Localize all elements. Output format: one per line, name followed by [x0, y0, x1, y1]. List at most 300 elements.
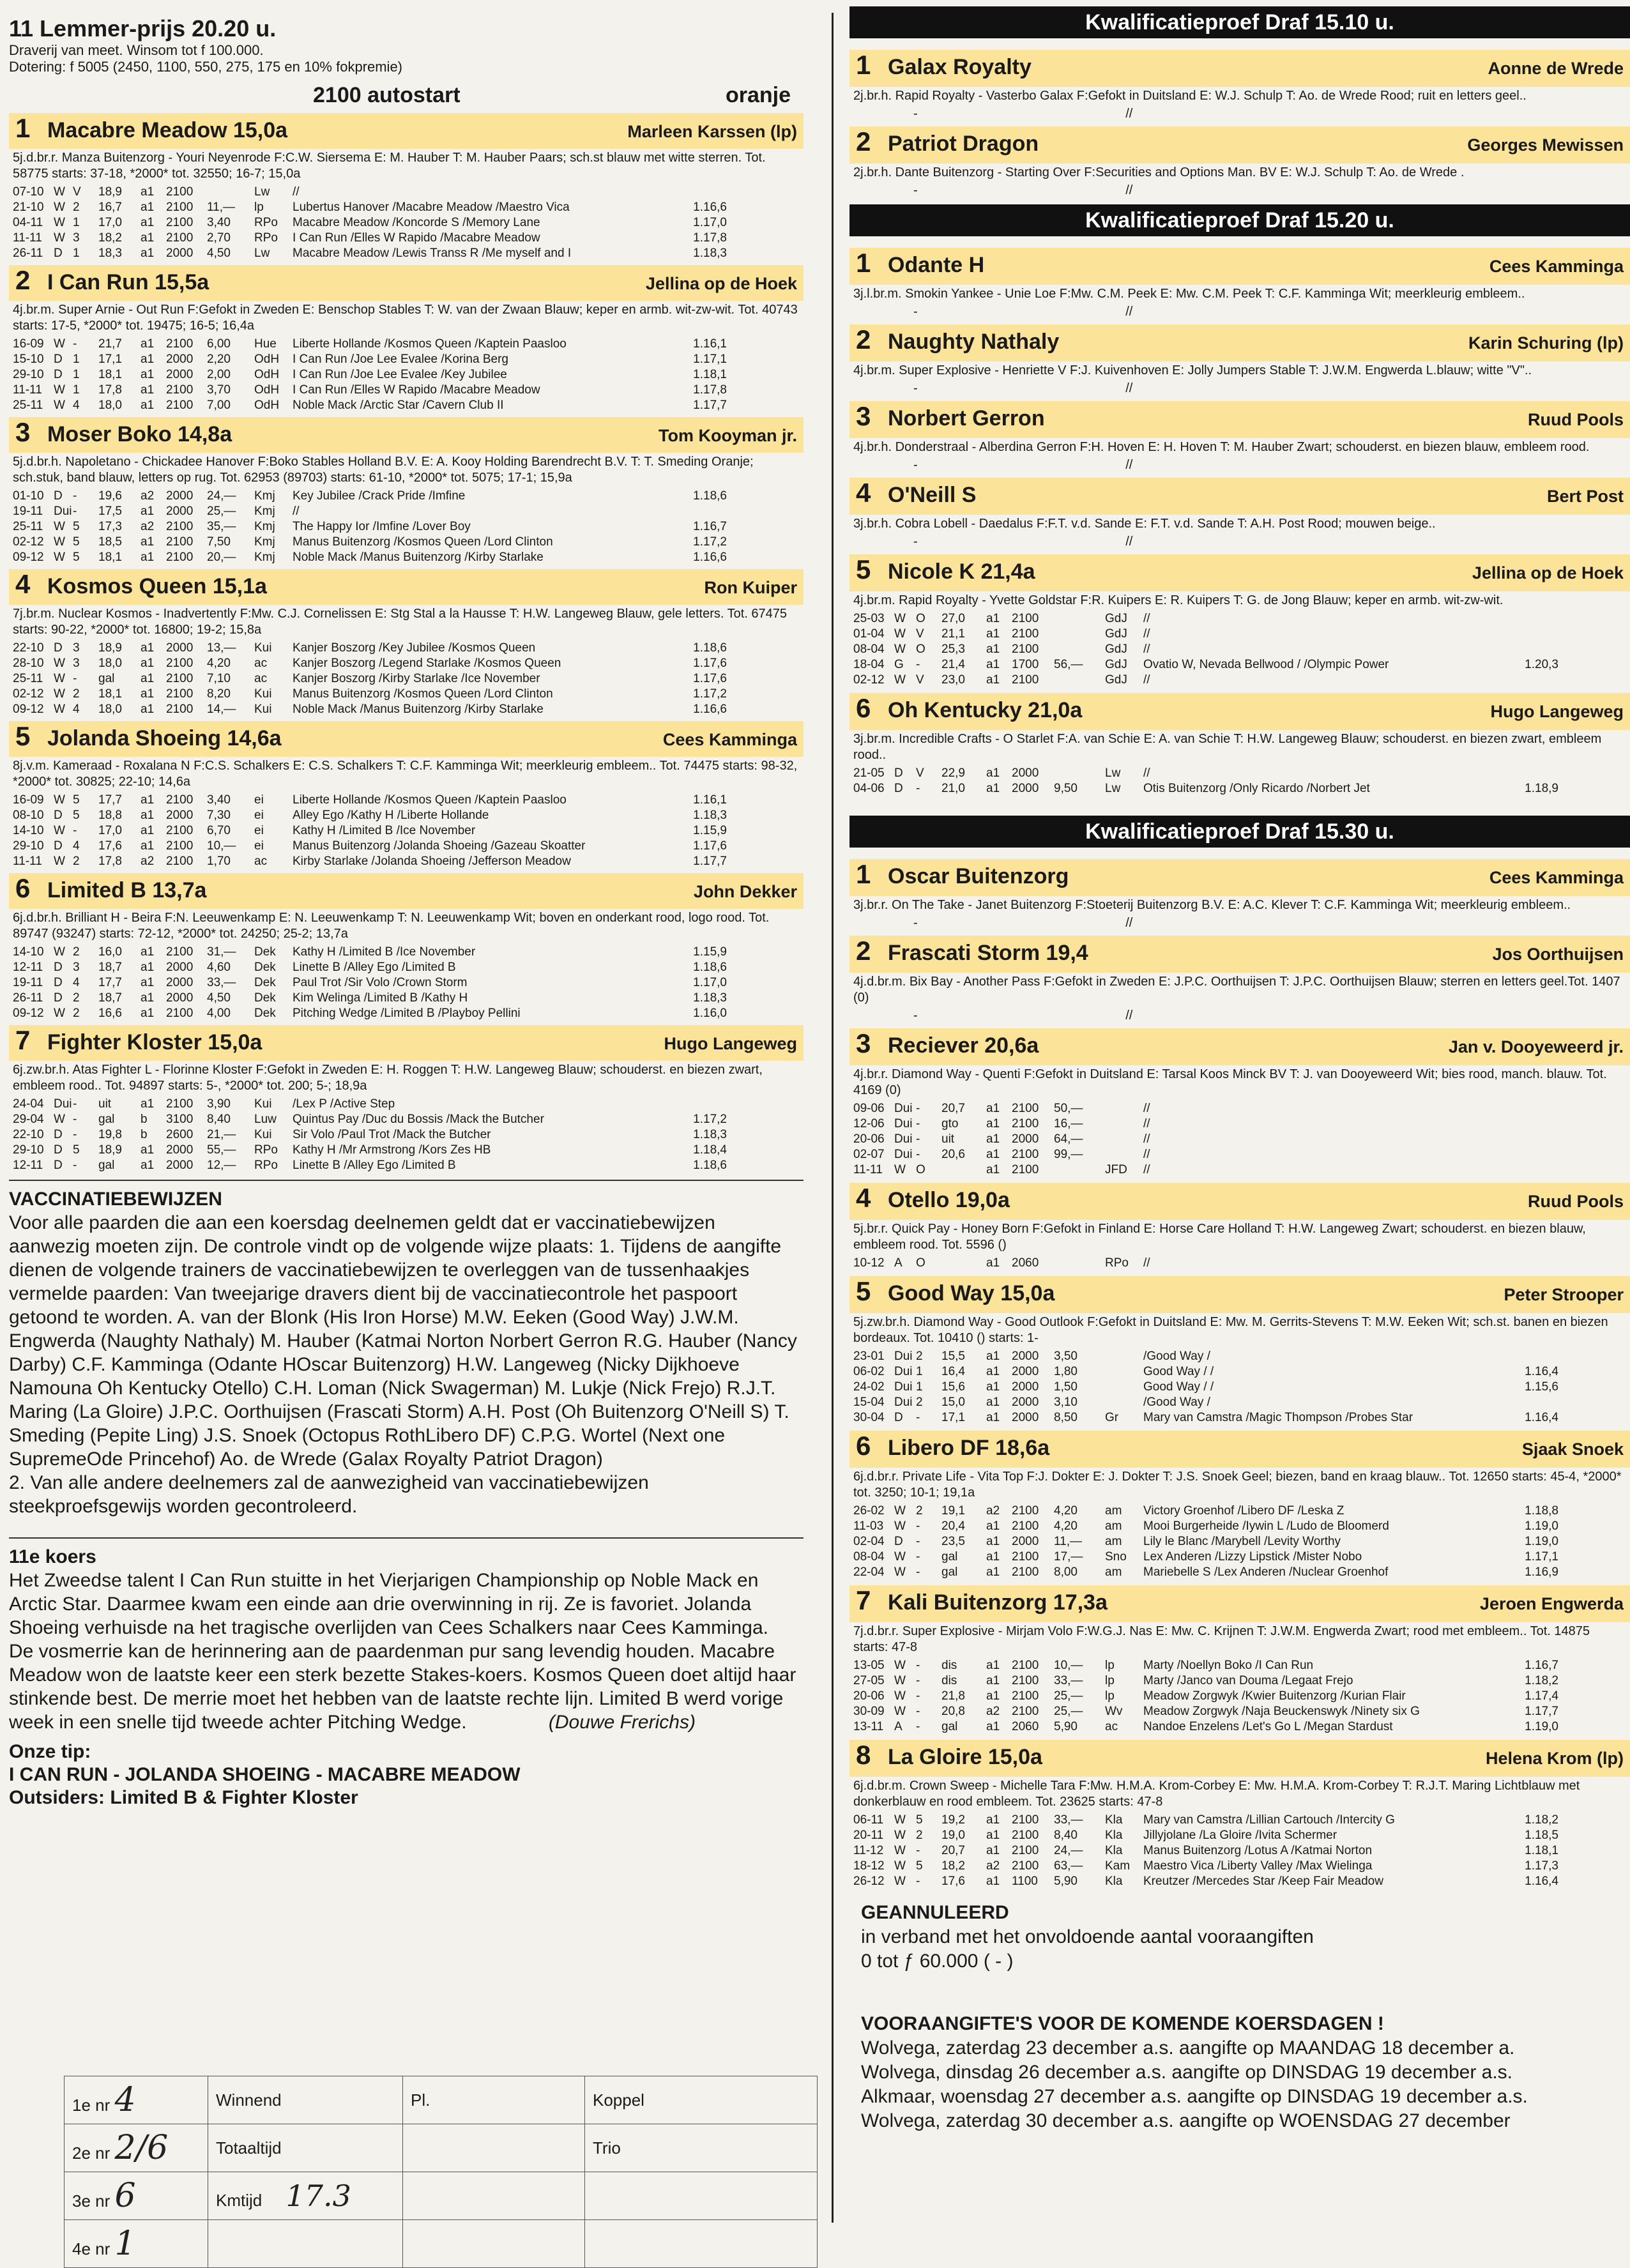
horse-description: 3j.br.h. Cobra Lobell - Daedalus F:F.T. v.d. Sande E: F.T. v.d. Sande T: A.H. Post Rood; mouwen beige.. [853, 517, 1436, 531]
performance-cell: 08-04 [853, 643, 885, 656]
performance-cell: 2100 [1012, 1659, 1039, 1672]
performance-cell: - [916, 1674, 920, 1687]
performance-cell: am [1105, 1565, 1122, 1579]
horse-entry [849, 126, 1630, 198]
performance-cell: W [54, 399, 65, 412]
performance-cell: 1.16,1 [693, 793, 727, 807]
performance-cell: 14-10 [13, 945, 44, 959]
performance-table [849, 1658, 1630, 1735]
performance-cell: 18-04 [853, 658, 885, 671]
performance-cell: 3,10 [1054, 1396, 1078, 1409]
performance-table [849, 611, 1630, 688]
performance-cell: 3 [73, 657, 80, 670]
performance-cell: 1.18,5 [1525, 1829, 1558, 1842]
horse-name: Fighter Kloster 15,0a [47, 1030, 263, 1054]
performance-row [13, 793, 800, 808]
horse-driver: Jan v. Dooyeweerd jr. [1448, 1037, 1624, 1056]
performance-row [853, 1673, 1626, 1689]
performance-cell [941, 1162, 986, 1178]
performance-cell: Noble Mack /Arctic Star /Cavern Club II [293, 399, 504, 412]
performance-cell: 15,0 [941, 1396, 965, 1409]
horse-driver: Ruud Pools [1528, 410, 1624, 429]
performance-cell: W [894, 1813, 906, 1827]
performance-cell: - [916, 658, 920, 671]
performance-cell: 64,— [1054, 1132, 1083, 1146]
performance-cell: W [54, 793, 65, 807]
performance-cell: 2100 [166, 520, 194, 533]
performance-row [853, 781, 1626, 796]
performance-cell: 2100 [1012, 1813, 1039, 1827]
performance-cell: 10,— [1054, 1659, 1083, 1672]
performance-cell: I Can Run /Joe Lee Evalee /Korina Berg [293, 353, 508, 366]
horse-name: Macabre Meadow 15,0a [47, 118, 288, 142]
performance-cell [1105, 1364, 1143, 1380]
performance-row [853, 611, 1626, 627]
performance-cell: 1.17,2 [693, 687, 727, 701]
horse-description: 5j.d.br.h. Napoletano - Chickadee Hanover F:Boko Stables Holland B.V. E: A. Kooy Holding Barendrecht B.V. T: T. Smeding Oranje; sch.stuk, band blauw, letters op rug. Tot. 62953 (89703) starts: 61-10, *2000* tot. 5075; 17-1; 15,9a [13, 455, 754, 485]
performance-cell [1054, 642, 1105, 657]
performance-cell: 18,9 [98, 185, 122, 199]
performance-cell: Mooi Burgerheide /Iywin L /Ludo de Bloomerd [1143, 1519, 1389, 1533]
performance-cell: 2000 [1012, 1396, 1039, 1409]
tip-picks: I CAN RUN - JOLANDA SHOEING - MACABRE MEADOW [9, 1764, 521, 1785]
qualification-header: Kwalificatieproef Draf 15.30 u. [849, 816, 1630, 848]
performance-cell: 21,0 [941, 782, 965, 795]
performance-cell: lp [254, 201, 264, 214]
performance-cell: W [54, 383, 65, 397]
results-row [65, 2172, 818, 2220]
upcoming-line: Wolvega, zaterdag 23 december a.s. aangifte op MAANDAG 18 december a. [861, 2037, 1515, 2059]
performance-cell: W [894, 673, 906, 687]
cancelled-line-1: in verband met het onvoldoende aantal vooraangiften [861, 1926, 1314, 1947]
performance-cell [1501, 1101, 1558, 1116]
performance-cell: Luw [254, 1113, 277, 1126]
performance-cell: 1.15,9 [693, 824, 727, 837]
performance-cell: a1 [986, 782, 1000, 795]
performance-cell: GdJ [1105, 612, 1127, 625]
performance-cell: W [894, 1659, 906, 1672]
performance-cell: 1.16,4 [1525, 1411, 1558, 1424]
performance-cell: 33,— [1054, 1813, 1083, 1827]
performance-cell: 5 [916, 1859, 923, 1873]
horse-driver: Georges Mewissen [1467, 135, 1624, 155]
performance-cell: a1 [141, 551, 155, 564]
performance-cell: 13-05 [853, 1659, 885, 1672]
performance-cell [1501, 1256, 1558, 1271]
performance-row [13, 641, 800, 656]
performance-cell: // [1143, 673, 1150, 687]
performance-cell: 1.17,7 [693, 399, 727, 412]
performance-cell: RPo [254, 1159, 278, 1172]
performance-cell: a1 [986, 1117, 1000, 1130]
performance-cell: a1 [986, 1163, 1000, 1176]
performance-cell: 2100 [166, 216, 194, 229]
performance-cell: 17,— [1054, 1550, 1083, 1564]
performance-cell: O [916, 643, 925, 656]
performance-cell: - [916, 1117, 920, 1130]
performance-cell: Liberte Hollande /Kosmos Queen /Kaptein Paasloo [293, 337, 567, 351]
performance-cell: Lw [254, 247, 270, 260]
performance-cell: 35,— [207, 520, 236, 533]
performance-cell: // [1143, 643, 1150, 656]
horse-description: 3j.br.r. On The Take - Janet Buitenzorg F:Stoeterij Buitenzorg B.V. E: A.C. Klever T: C.F. Kamminga Wit; meerkleurig embleem.. [853, 898, 1571, 912]
upcoming-line: Alkmaar, woensdag 27 december a.s. aangifte op DINSDAG 19 december a.s. [861, 2086, 1528, 2107]
performance-cell: 12,— [207, 1159, 236, 1172]
horse-number: 1 [856, 248, 871, 278]
performance-cell: ei [254, 824, 264, 837]
performance-cell: a1 [986, 1813, 1000, 1827]
horse-name: O'Neill S [888, 483, 977, 507]
horse-entry [849, 50, 1630, 121]
performance-cell: 1.16,7 [1525, 1659, 1558, 1672]
performance-cell: 1.18,8 [1525, 1504, 1558, 1518]
performance-cell: 2000 [166, 505, 194, 518]
empty-form-line: - // [913, 1008, 1133, 1023]
performance-cell: D [894, 1411, 903, 1424]
performance-cell: 14,— [207, 703, 236, 716]
performance-cell: a2 [141, 855, 155, 868]
performance-cell: 7,30 [207, 809, 231, 822]
performance-cell: 5 [73, 809, 80, 822]
performance-cell [1054, 1256, 1105, 1271]
performance-cell: - [916, 1689, 920, 1703]
performance-cell: 1.18,9 [1525, 782, 1558, 795]
horse-description: 4j.br.r. Diamond Way - Quenti F:Gefokt in Duitsland E: Tarsal Koos Minck BV T: J. van Dooyeweerd Wit; bies rood, manch. blauw. Tot. 4169 (0) [853, 1067, 1607, 1097]
cancelled-notice [849, 1894, 1630, 1980]
performance-cell: 1,80 [1054, 1365, 1078, 1378]
performance-cell [1501, 766, 1558, 781]
performance-cell: 2100 [166, 945, 194, 959]
performance-cell: ac [254, 672, 268, 685]
performance-cell: 2100 [1012, 1117, 1039, 1130]
performance-cell: a1 [141, 505, 155, 518]
performance-cell: Lubertus Hanover /Macabre Meadow /Maestro Vica [293, 201, 570, 214]
performance-cell: ac [254, 855, 268, 868]
performance-row [853, 1349, 1626, 1364]
results-row [65, 2220, 818, 2268]
performance-cell: W [894, 1674, 906, 1687]
horse-driver: Helena Krom (lp) [1485, 1749, 1624, 1768]
performance-cell: a1 [141, 201, 155, 214]
performance-cell: 25,— [1054, 1689, 1083, 1703]
performance-cell: 07-10 [13, 185, 44, 199]
performance-cell: 21,8 [941, 1689, 965, 1703]
right-column [849, 0, 1630, 2140]
performance-table [9, 641, 804, 717]
horse-description: 2j.br.h. Dante Buitenzorg - Starting Over F:Securities and Options Man. BV E: W.J. Schulp T: Ao. de Wrede . [853, 165, 1465, 179]
performance-cell: 02-12 [13, 687, 44, 701]
horse-header [849, 554, 1630, 591]
performance-cell [1501, 1162, 1558, 1178]
performance-table [9, 945, 804, 1021]
performance-cell: OdH [254, 399, 280, 412]
horse-description: 4j.br.m. Super Arnie - Out Run F:Gefokt in Zweden E: Benschop Stables T: W. van der Zwaan Blauw; keper en armb. wit-zw-wit. Tot. 40743 starts: 17-5, *2000* tot. 19475; 16-5; 16,4a [13, 303, 798, 333]
performance-cell: 18,8 [98, 809, 122, 822]
performance-cell: gal [941, 1550, 958, 1564]
performance-cell: 2000 [166, 1159, 194, 1172]
performance-cell: 18,0 [98, 703, 122, 716]
performance-cell: 20,— [207, 551, 236, 564]
horse-number: 7 [15, 1025, 31, 1055]
performance-cell [1501, 1349, 1558, 1364]
performance-cell: 2100 [166, 231, 194, 245]
horse-description: 7j.br.m. Nuclear Kosmos - Inadvertently F:Mw. C.J. Cornelissen E: Stg Stal a la Hausse T: H.W. Langeweg Blauw, gele letters. Tot. 67475 starts: 90-22, *2000* tot. 16800; 19-2; 15,8a [13, 607, 788, 637]
performance-cell: a1 [141, 839, 155, 853]
performance-cell: 1.18,2 [1525, 1813, 1558, 1827]
horse-number: 6 [15, 873, 31, 903]
performance-cell: 5,90 [1054, 1720, 1078, 1733]
performance-cell: a1 [986, 1102, 1000, 1115]
performance-cell: 16-09 [13, 793, 44, 807]
performance-cell: 1.17,3 [1525, 1859, 1558, 1873]
performance-cell: D [54, 961, 63, 974]
performance-cell: gal [941, 1565, 958, 1579]
performance-cell: 1.17,0 [693, 216, 727, 229]
performance-cell: 2100 [166, 687, 194, 701]
performance-cell: b [141, 1128, 148, 1141]
horse-name: Nicole K 21,4a [888, 559, 1035, 584]
performance-cell: 29-04 [13, 1113, 44, 1126]
performance-cell: a1 [986, 1550, 1000, 1564]
performance-cell: Meadow Zorgwyk /Kwier Buitenzorg /Kurian Flair [1143, 1689, 1406, 1703]
performance-table [9, 185, 804, 261]
empty-form-line: - // [913, 458, 1133, 472]
performance-cell: // [1143, 766, 1150, 780]
performance-cell: 16-09 [13, 337, 44, 351]
performance-cell: 1 [73, 368, 80, 381]
results-row [65, 2124, 818, 2172]
horse-driver: Hugo Langeweg [664, 1034, 797, 1053]
performance-cell: Lw [254, 185, 270, 199]
horse-entry [9, 569, 804, 717]
horse-number: 3 [856, 1028, 871, 1058]
performance-cell: W [894, 1829, 906, 1842]
performance-cell: 08-04 [853, 1550, 885, 1564]
performance-cell: I Can Run /Joe Lee Evalee /Key Jubilee [293, 368, 507, 381]
performance-cell: 1.17,0 [693, 976, 727, 989]
horse-header [849, 1183, 1630, 1220]
performance-cell: Kui [254, 1128, 272, 1141]
performance-cell: a1 [141, 399, 155, 412]
performance-cell: Kla [1105, 1875, 1123, 1888]
performance-cell: Dui [894, 1350, 913, 1363]
performance-cell: 2 [916, 1350, 923, 1363]
performance-cell: 15,6 [941, 1380, 965, 1394]
horse-driver: Ruud Pools [1528, 1192, 1624, 1211]
performance-cell [1105, 1147, 1143, 1162]
performance-cell: 1.17,2 [693, 1113, 727, 1126]
performance-cell: a1 [141, 353, 155, 366]
horse-description: 3j.l.br.m. Smokin Yankee - Unie Loe F:Mw. C.M. Peek E: Mw. C.M. Peek T: C.F. Kamminga Wit; meerkleurig embleem.. [853, 287, 1525, 301]
performance-cell: Kmj [254, 551, 275, 564]
start-row [0, 75, 816, 113]
performance-cell: 18,7 [98, 961, 122, 974]
performance-cell: Kui [254, 703, 272, 716]
performance-row [853, 1162, 1626, 1178]
performance-row [853, 1101, 1626, 1116]
performance-table [849, 1256, 1630, 1271]
performance-row [13, 550, 800, 565]
performance-table [9, 337, 804, 413]
totaaltijd-label: Totaaltijd [208, 2124, 403, 2172]
performance-row [13, 1127, 800, 1143]
performance-cell: // [1143, 1256, 1150, 1270]
performance-cell: 2,20 [207, 353, 231, 366]
performance-cell: W [54, 945, 65, 959]
performance-cell: 22,9 [941, 766, 965, 780]
performance-cell: 22-10 [13, 641, 44, 655]
performance-cell: // [1143, 1163, 1150, 1176]
performance-cell: a1 [986, 627, 1000, 641]
performance-cell: 18,0 [98, 657, 122, 670]
horse-header [9, 721, 804, 757]
performance-cell: 2100 [1012, 1102, 1039, 1115]
horse-number: 1 [856, 859, 871, 889]
performance-cell: OdH [254, 368, 280, 381]
performance-cell: a1 [141, 1159, 155, 1172]
performance-cell: 3,70 [207, 383, 231, 397]
performance-cell: 63,— [1054, 1859, 1083, 1873]
performance-cell: 2100 [1012, 1550, 1039, 1564]
performance-cell: 4,20 [1054, 1504, 1078, 1518]
performance-cell: 5,90 [1054, 1875, 1078, 1888]
performance-cell: Sno [1105, 1550, 1127, 1564]
horse-name: Moser Boko 14,8a [47, 422, 232, 446]
upcoming-line: Wolvega, dinsdag 26 december a.s. aangifte op DINSDAG 19 december a.s. [861, 2062, 1513, 2083]
performance-cell: W [894, 1550, 906, 1564]
results-row [65, 2076, 818, 2124]
performance-cell: - [73, 489, 77, 503]
performance-cell: 18,7 [98, 991, 122, 1005]
performance-cell: A [894, 1720, 903, 1733]
performance-cell: W [894, 1519, 906, 1533]
performance-cell: 1.17,1 [693, 353, 727, 366]
horse-driver: John Dekker [693, 882, 797, 901]
performance-cell: OdH [254, 353, 280, 366]
performance-cell: 17,5 [98, 505, 122, 518]
performance-row [13, 1097, 800, 1112]
performance-cell: a1 [141, 945, 155, 959]
performance-cell: 1.18,6 [693, 641, 727, 655]
performance-row [853, 1380, 1626, 1395]
performance-cell: // [1143, 1102, 1150, 1115]
performance-cell: 2100 [1012, 612, 1039, 625]
race-colour: oranje [725, 83, 791, 107]
performance-row [13, 519, 800, 535]
performance-table [849, 1813, 1630, 1889]
performance-cell: 24,— [207, 489, 236, 503]
horse-description: 8j.v.m. Kameraad - Roxalana N F:C.S. Schalkers E: C.S. Schalkers T: C.F. Kamminga Wit; meerkleurig embleem.. Tot. 74475 starts: 98-32, *2000* tot. 30825; 22-10; 14,6a [13, 759, 798, 789]
performance-cell: D [894, 766, 903, 780]
horse-entry [849, 554, 1630, 688]
horse-description: 6j.d.br.h. Brilliant H - Beira F:N. Leeuwenkamp E: N. Leeuwenkamp T: N. Leeuwenkamp Wit; boven en onderkant rood, logo rood. Tot. 89747 (93247) starts: 72-12, *2000* tot. 24250; 25-2; 13,7a [13, 911, 770, 941]
performance-cell: a2 [986, 1705, 1000, 1718]
performance-cell: a2 [141, 489, 155, 503]
performance-cell: 1 [73, 247, 80, 260]
performance-cell: 17,8 [98, 855, 122, 868]
performance-cell: 1.17,6 [693, 672, 727, 685]
performance-cell: 1.18,6 [693, 961, 727, 974]
performance-cell: Dek [254, 945, 276, 959]
performance-cell: Lily le Blanc /Marybell /Levity Worthy [1143, 1535, 1341, 1548]
performance-cell: Noble Mack /Manus Buitenzorg /Kirby Starlake [293, 703, 544, 716]
performance-cell: a1 [986, 1659, 1000, 1672]
horse-driver: Tom Kooyman jr. [658, 426, 797, 445]
performance-cell: a1 [986, 1350, 1000, 1363]
performance-cell: 11,— [1054, 1535, 1083, 1548]
performance-row [13, 337, 800, 352]
performance-cell: 29-10 [13, 1143, 44, 1157]
performance-cell: W [54, 520, 65, 533]
vaccination-body: Voor alle paarden die aan een koersdag deelnemen geldt dat er vaccinatiebewijzen aanwezig moeten zijn. De controle vindt op de volgende wijze plaats: 1. Tijdens de aangifte dienen de volgende trainers de vaccinatiebewijzen te overleggen van de tussenhaakjes vermelde paarden: Van tweejarige dravers dient bij de vaccinatiecontrole het paspoort getoond te worden. A. van der Blonk (His Iron Horse) M.W. Eeken (Good Way) J.W.M. Engwerda (Naughty Nathaly) M. Hauber (Katmai Norton Norbert Gerron R.G. Hauber (Nancy Darby) C.F. Kamminga (Odante HOscar Buitenzorg) H.W. Langeweg (Nicky Dijkhoeve Namouna Oh Kentucky Otello) C.H. Loman (Nick Swagerman) M. Lukje (Nick Frejo) R.J.T. Maring (La Gloire) J.P.C. Oorthuijsen (Frascati Storm) A.H. Post (Oh Buitenzorg O'Neill S) T. Smeding (Pepite Ling) J.S. Snoek (Octopus RothLibero DF) C.P.G. Wortel (Next one SupremeOde Princehof) Ao. de Wrede (Galax Royalty Patriot Dragon) [9, 1212, 797, 1470]
qualification-header: Kwalificatieproef Draf 15.10 u. [849, 6, 1630, 38]
performance-cell: Kathy H /Limited B /Ice November [293, 945, 476, 959]
performance-table [9, 1097, 804, 1173]
performance-cell: W [894, 1689, 906, 1703]
performance-row [13, 960, 800, 975]
performance-cell: 2060 [1012, 1256, 1039, 1270]
performance-cell: 30-04 [853, 1411, 885, 1424]
horse-number: 5 [856, 554, 871, 584]
horse-entry [849, 324, 1630, 396]
performance-cell: /Lex P /Active Step [293, 1097, 395, 1111]
performance-cell: RPo [254, 216, 278, 229]
horse-header [849, 1276, 1630, 1313]
performance-cell: a1 [141, 535, 155, 549]
performance-cell [1501, 673, 1558, 688]
performance-cell: W [54, 1113, 65, 1126]
performance-cell: 2100 [166, 657, 194, 670]
performance-cell: a1 [141, 793, 155, 807]
performance-cell: 3,90 [207, 1097, 231, 1111]
performance-cell: 04-11 [13, 216, 43, 229]
performance-cell: 9,50 [1054, 782, 1078, 795]
performance-cell: 25-11 [13, 672, 43, 685]
horse-name: Reciever 20,6a [888, 1033, 1039, 1058]
horse-driver: Marleen Karssen (lp) [627, 122, 797, 141]
performance-cell: 18,2 [98, 231, 122, 245]
performance-cell: 18,9 [98, 641, 122, 655]
performance-cell: 16,7 [98, 201, 122, 214]
performance-cell: Gr [1105, 1411, 1119, 1424]
performance-cell: 4,00 [207, 1007, 231, 1020]
performance-cell: Kathy H /Limited B /Ice November [293, 824, 476, 837]
performance-cell: a1 [986, 1875, 1000, 1888]
performance-cell: 1.15,9 [693, 945, 727, 959]
performance-cell: 2 [916, 1504, 923, 1518]
performance-row [13, 839, 800, 854]
performance-cell: 16,— [1054, 1117, 1083, 1130]
performance-cell: 14-10 [13, 824, 44, 837]
performance-cell: 2100 [166, 185, 194, 199]
performance-cell: 26-02 [853, 1504, 885, 1518]
performance-cell: 21,1 [941, 627, 965, 641]
performance-cell: 2100 [166, 703, 194, 716]
performance-cell: - [73, 1159, 77, 1172]
performance-cell: - [916, 1565, 920, 1579]
performance-cell: 2000 [166, 1143, 194, 1157]
performance-cell: - [73, 337, 77, 351]
performance-cell: 1.19,0 [1525, 1720, 1558, 1733]
horse-entry [849, 248, 1630, 319]
performance-cell: Kmj [254, 505, 275, 518]
performance-row [13, 687, 800, 702]
row-label: 2e nr [72, 2143, 110, 2163]
performance-cell: 25-11 [13, 520, 43, 533]
results-form [64, 2076, 818, 2268]
performance-cell: 2 [73, 687, 80, 701]
performance-cell: 18,9 [98, 1143, 122, 1157]
